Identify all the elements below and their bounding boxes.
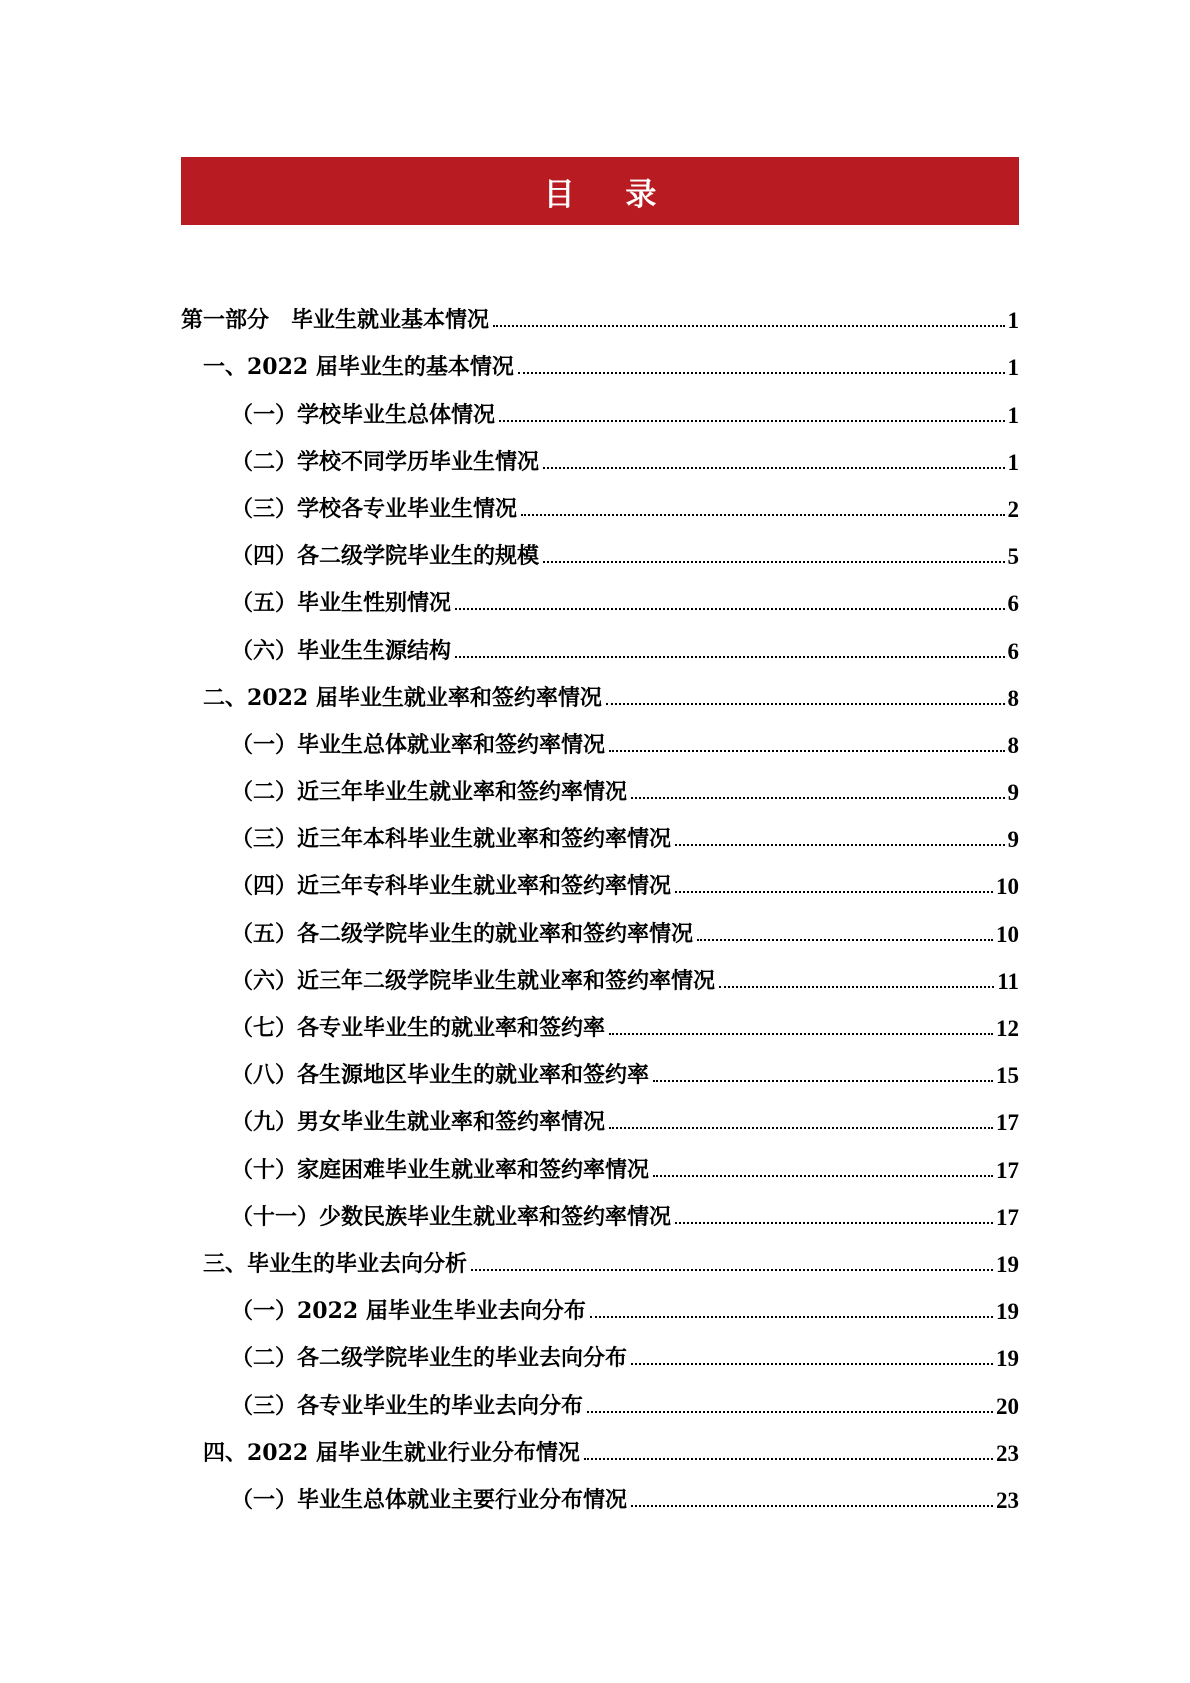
toc-entry[interactable] <box>181 995 1019 1042</box>
toc-entry-page-number: 8 <box>1007 685 1019 711</box>
toc-entry[interactable] <box>181 381 1019 428</box>
toc-entry[interactable] <box>181 523 1019 570</box>
toc-entry-label: （一）2022 届毕业生毕业去向分布 <box>231 1298 586 1325</box>
toc-dot-leader <box>719 986 994 988</box>
toc-dot-leader <box>609 1033 993 1035</box>
toc-entry-label: （三）学校各专业毕业生情况 <box>231 495 518 522</box>
toc-entry[interactable] <box>181 1278 1019 1325</box>
toc-entry-label: （二）近三年毕业生就业率和签约率情况 <box>231 779 628 806</box>
toc-entry-label: （二）各二级学院毕业生的毕业去向分布 <box>231 1345 628 1372</box>
toc-entry[interactable] <box>181 1325 1019 1372</box>
toc-entry[interactable] <box>181 1420 1019 1467</box>
toc-entry-label: （六）毕业生生源结构 <box>231 637 452 664</box>
toc-dot-leader <box>653 1080 993 1082</box>
toc-dot-leader <box>493 325 1004 327</box>
toc-entry-page-number: 9 <box>1007 827 1019 853</box>
toc-title-banner <box>181 157 1019 225</box>
toc-dot-leader <box>499 420 1004 422</box>
toc-entry-page-number: 17 <box>996 1110 1019 1136</box>
toc-entry-page-number: 15 <box>996 1063 1019 1089</box>
toc-entry-page-number: 23 <box>996 1487 1019 1513</box>
toc-entry[interactable] <box>181 1467 1019 1514</box>
table-of-contents <box>181 287 1019 1514</box>
toc-entry-label: （三）各专业毕业生的毕业去向分布 <box>231 1392 584 1419</box>
toc-dot-leader <box>521 514 1004 516</box>
toc-dot-leader <box>471 1269 993 1271</box>
toc-entry[interactable] <box>181 759 1019 806</box>
toc-dot-leader <box>455 656 1004 658</box>
toc-entry-label: （十一）少数民族毕业生就业率和签约率情况 <box>231 1203 672 1230</box>
toc-entry-page-number: 12 <box>996 1016 1019 1041</box>
toc-entry-page-number: 11 <box>997 968 1019 994</box>
toc-entry[interactable] <box>181 1089 1019 1136</box>
toc-entry[interactable] <box>181 948 1019 995</box>
toc-dot-leader <box>675 1222 993 1224</box>
toc-dot-leader <box>631 797 1004 799</box>
toc-dot-leader <box>609 1127 993 1129</box>
toc-entry-label: 三、毕业生的毕业去向分析 <box>203 1250 468 1277</box>
toc-entry-page-number: 17 <box>996 1204 1019 1230</box>
toc-entry-page-number: 1 <box>1007 449 1019 475</box>
toc-entry-label: （七）各专业毕业生的就业率和签约率 <box>231 1015 606 1041</box>
toc-entry-page-number: 10 <box>996 921 1019 947</box>
toc-entry-label: 一、2022 届毕业生的基本情况 <box>203 354 514 381</box>
toc-entry-label: （四）近三年专科毕业生就业率和签约率情况 <box>231 873 672 900</box>
toc-entry-page-number: 19 <box>996 1251 1019 1277</box>
toc-entry-label: （六）近三年二级学院毕业生就业率和签约率情况 <box>231 967 716 994</box>
toc-dot-leader <box>587 1411 993 1413</box>
toc-entry-page-number: 17 <box>996 1157 1019 1183</box>
toc-dot-leader <box>584 1458 993 1460</box>
toc-entry[interactable] <box>181 617 1019 664</box>
toc-entry-page-number: 6 <box>1007 638 1019 664</box>
toc-entry-page-number: 20 <box>996 1393 1019 1419</box>
toc-entry-page-number: 10 <box>996 874 1019 900</box>
toc-entry-page-number: 19 <box>996 1299 1019 1325</box>
toc-entry-page-number: 1 <box>1007 355 1019 381</box>
toc-dot-leader <box>590 1316 993 1318</box>
toc-entry-label: （五）各二级学院毕业生的就业率和签约率情况 <box>231 920 694 947</box>
toc-entry[interactable] <box>181 900 1019 947</box>
toc-entry-label: （八）各生源地区毕业生的就业率和签约率 <box>231 1062 650 1089</box>
toc-entry-page-number: 19 <box>996 1346 1019 1372</box>
toc-entry[interactable] <box>181 287 1019 334</box>
toc-entry-page-number: 2 <box>1007 496 1019 522</box>
toc-entry[interactable] <box>181 334 1019 381</box>
toc-entry-label: 四、2022 届毕业生就业行业分布情况 <box>203 1439 580 1466</box>
toc-entry[interactable] <box>181 429 1019 476</box>
toc-entry[interactable] <box>181 476 1019 523</box>
toc-entry[interactable] <box>181 1372 1019 1419</box>
toc-entry-page-number: 6 <box>1007 591 1019 617</box>
toc-entry-label: （三）近三年本科毕业生就业率和签约率情况 <box>231 826 672 853</box>
toc-entry-page-number: 8 <box>1007 732 1019 758</box>
toc-entry-page-number: 1 <box>1007 402 1019 428</box>
toc-entry[interactable] <box>181 806 1019 853</box>
toc-dot-leader <box>455 608 1004 610</box>
toc-entry-label: （十）家庭困难毕业生就业率和签约率情况 <box>231 1156 650 1183</box>
toc-dot-leader <box>631 1363 993 1365</box>
toc-entry-page-number: 23 <box>996 1440 1019 1466</box>
toc-dot-leader <box>697 939 993 941</box>
toc-dot-leader <box>653 1175 993 1177</box>
toc-title: 目 录 <box>543 176 677 213</box>
toc-entry-page-number: 1 <box>1007 308 1019 334</box>
toc-dot-leader <box>675 891 993 893</box>
toc-dot-leader <box>675 844 1004 846</box>
toc-entry[interactable] <box>181 1136 1019 1183</box>
toc-dot-leader <box>631 1505 993 1507</box>
toc-dot-leader <box>606 703 1005 705</box>
toc-entry-label: （九）男女毕业生就业率和签约率情况 <box>231 1109 606 1136</box>
toc-entry-label: （五）毕业生性别情况 <box>231 590 452 617</box>
toc-entry[interactable] <box>181 570 1019 617</box>
toc-entry-label: （一）学校毕业生总体情况 <box>231 401 496 428</box>
toc-entry[interactable] <box>181 665 1019 712</box>
toc-entry[interactable] <box>181 1184 1019 1231</box>
toc-entry[interactable] <box>181 1231 1019 1278</box>
toc-entry-label: 第一部分 毕业生就业基本情况 <box>181 307 490 334</box>
toc-entry-label: （一）毕业生总体就业主要行业分布情况 <box>231 1486 628 1513</box>
toc-entry-label: （一）毕业生总体就业率和签约率情况 <box>231 731 606 758</box>
toc-dot-leader <box>543 467 1004 469</box>
toc-entry[interactable] <box>181 1042 1019 1089</box>
toc-entry-page-number: 5 <box>1007 544 1019 570</box>
toc-dot-leader <box>609 750 1004 752</box>
toc-entry-page-number: 9 <box>1007 780 1019 806</box>
toc-entry-label: （二）学校不同学历毕业生情况 <box>231 448 540 475</box>
toc-entry[interactable] <box>181 853 1019 900</box>
toc-dot-leader <box>518 372 1005 374</box>
toc-entry-label: 二、2022 届毕业生就业率和签约率情况 <box>203 684 602 711</box>
toc-dot-leader <box>543 561 1004 563</box>
toc-entry[interactable] <box>181 712 1019 759</box>
toc-entry-label: （四）各二级学院毕业生的规模 <box>231 543 540 570</box>
